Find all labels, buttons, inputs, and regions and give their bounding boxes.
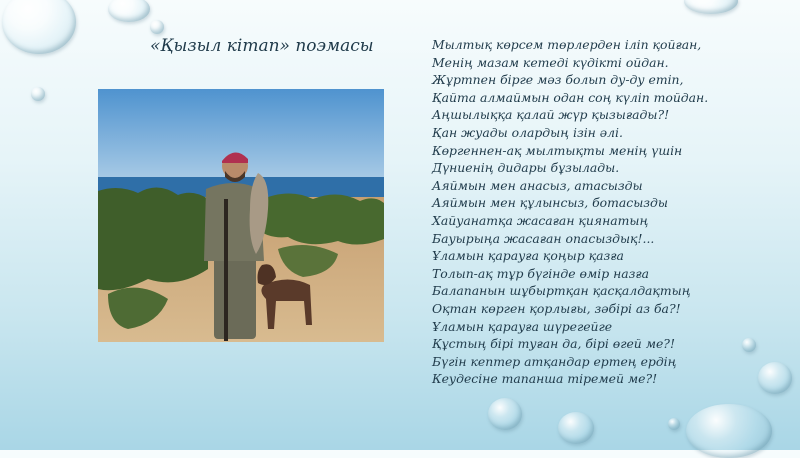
water-drop-decoration [31,87,45,101]
poem-line: Балапанын шұбыртқан қасқалдақтың [432,283,691,299]
rifle [224,199,228,341]
water-drop-decoration [668,418,680,430]
hunter-photo-illustration [98,89,384,342]
man-legs [214,254,256,339]
water-drop-decoration [108,0,150,22]
poem-line: Бауырыңа жасаған опасыздық!... [432,230,655,246]
poem-line: Аяймын мен құлынсыз, ботасызды [432,195,669,211]
water-drop-decoration [488,398,522,430]
hunter-photo [98,89,384,342]
poem-line: Мылтық көрсем төрлерден іліп қойған, [432,37,702,52]
poem-line: Дүниенің дидары бұзылады. [432,160,620,176]
poem-line: Оқтан көрген қорлығы, зәбірі аз ба?! [432,300,681,316]
poem-line: Ұламын қарауға қоңыр қазға [432,248,624,264]
shrubs [98,187,208,290]
poem [432,36,782,388]
poem-line: Кеудесіне тапанша тіремей ме?! [432,371,658,387]
poem-line: Қайта алмаймын одан соң күліп тойдан. [432,89,709,105]
poem-line: Ұламын қарауға шүрегейге [432,318,613,334]
slide-title: «Қызыл кітап» поэмасы [150,36,374,56]
poem-line: Аяймын мен анасыз, атасызды [432,177,643,193]
poem-line: Хайуанатқа жасаған қиянатың [432,212,649,228]
water-drop-decoration [150,20,164,34]
poem-line: Қан жуады олардың ізін әлі. [432,124,623,140]
shrubs [258,193,384,244]
water-drop-decoration [558,412,594,444]
poem-line: Аңшылыққа қалай жүр қызығады?! [432,107,670,123]
poem-line: Жұртпен бірге мәз болып ду-ду етіп, [432,72,684,88]
poem-line: Бүгін кептер атқандар ертең ердің [432,353,677,369]
poem-line: Менің мазам кетеді күдікті ойдан. [432,54,669,70]
poem-line: Құстың бірі туған да, бірі өгей ме?! [432,336,675,352]
water-drop-decoration [684,0,738,14]
water-drop-decoration [2,0,76,54]
poem-line: Толып-ақ тұр бүгінде өмір назға [432,265,650,281]
poem-line: Көргеннен-ақ мылтықты менің үшін [432,142,683,158]
